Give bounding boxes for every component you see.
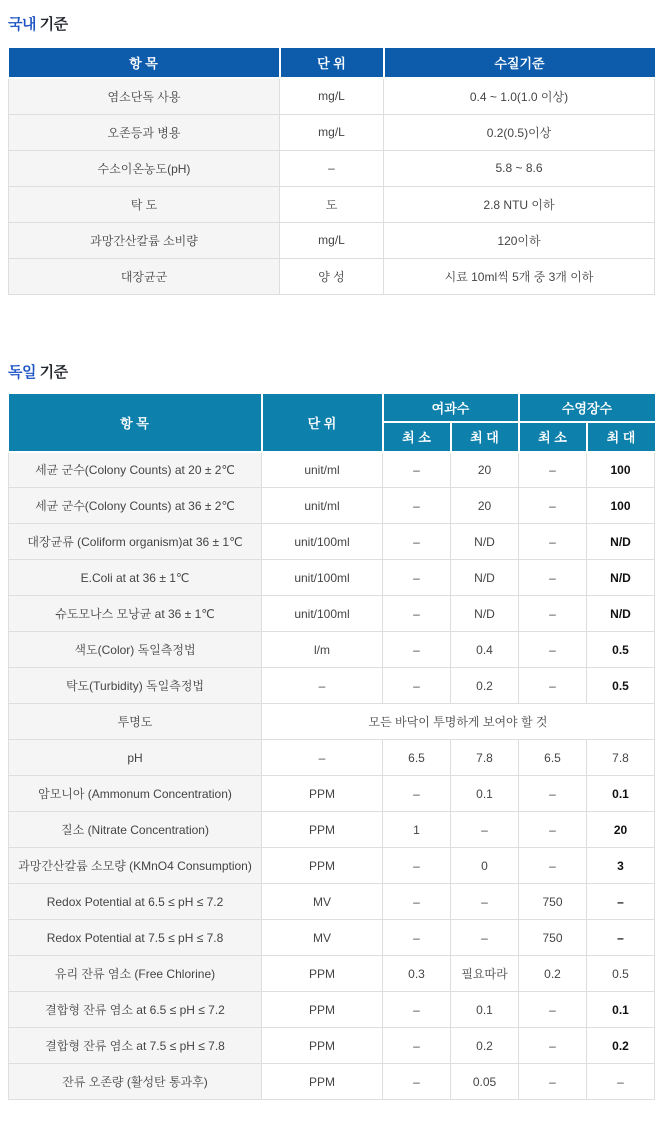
cell-filtered-max: –	[451, 920, 519, 956]
cell-unit: unit/100ml	[262, 560, 383, 596]
cell-filtered-max: 필요따라	[451, 956, 519, 992]
cell-item: 슈도모나스 모낭균 at 36 ± 1℃	[9, 596, 262, 632]
cell-standard: 시료 10ml씩 5개 중 3개 이하	[384, 258, 655, 294]
cell-unit: unit/100ml	[262, 524, 383, 560]
table-row	[9, 452, 655, 488]
cell-filtered-max: –	[451, 812, 519, 848]
cell-unit: PPM	[262, 956, 383, 992]
cell-filtered-max: 0.1	[451, 776, 519, 812]
cell-item: 대장균군	[9, 258, 280, 294]
cell-pool-max: –	[587, 884, 655, 920]
cell-item: 결합형 잔류 염소 at 6.5 ≤ pH ≤ 7.2	[9, 992, 262, 1028]
cell-filtered-min: –	[383, 920, 451, 956]
cell-filtered-min: –	[383, 776, 451, 812]
cell-unit: mg/L	[280, 222, 384, 258]
table-row	[9, 776, 655, 812]
cell-filtered-min: –	[383, 848, 451, 884]
cell-standard: 5.8 ~ 8.6	[384, 150, 655, 186]
table-row	[9, 740, 655, 776]
table-row	[9, 956, 655, 992]
cell-filtered-max: 0.1	[451, 992, 519, 1028]
cell-unit: unit/ml	[262, 488, 383, 524]
cell-pool-max: N/D	[587, 596, 655, 632]
german-standards-table	[8, 394, 655, 1101]
cell-item: 세균 군수(Colony Counts) at 36 ± 2℃	[9, 488, 262, 524]
cell-pool-min: 6.5	[519, 740, 587, 776]
cell-standard: 0.4 ~ 1.0(1.0 이상)	[384, 78, 655, 114]
cell-unit: PPM	[262, 848, 383, 884]
cell-filtered-max: 0.4	[451, 632, 519, 668]
cell-unit: unit/ml	[262, 452, 383, 488]
header-item: 항 목	[9, 48, 280, 78]
cell-filtered-min: –	[383, 1064, 451, 1100]
cell-standard: 2.8 NTU 이하	[384, 186, 655, 222]
cell-pool-min: –	[519, 668, 587, 704]
section-title-german-accent: 독일	[8, 363, 36, 381]
cell-pool-min: –	[519, 560, 587, 596]
cell-pool-max: 20	[587, 812, 655, 848]
cell-unit: –	[262, 740, 383, 776]
cell-pool-max: 0.2	[587, 1028, 655, 1064]
cell-pool-min: –	[519, 812, 587, 848]
cell-pool-min: –	[519, 848, 587, 884]
cell-pool-min: –	[519, 524, 587, 560]
cell-pool-min: 0.2	[519, 956, 587, 992]
table-row	[9, 222, 655, 258]
table-row	[9, 186, 655, 222]
section-title-domestic-rest: 기준	[35, 16, 68, 33]
table-row	[9, 150, 655, 186]
cell-standard: 120이하	[384, 222, 655, 258]
cell-filtered-min: –	[383, 452, 451, 488]
cell-filtered-min: –	[383, 1028, 451, 1064]
cell-pool-min: –	[519, 1064, 587, 1100]
cell-filtered-min: 6.5	[383, 740, 451, 776]
cell-filtered-max: 20	[451, 452, 519, 488]
cell-pool-max: 0.1	[587, 992, 655, 1028]
header-min: 최 소	[383, 422, 451, 452]
section-title-german	[8, 295, 655, 394]
cell-item: 탁도(Turbidity) 독일측정법	[9, 668, 262, 704]
cell-filtered-max: 0.05	[451, 1064, 519, 1100]
cell-unit: –	[262, 668, 383, 704]
table-row	[9, 560, 655, 596]
domestic-standards-table	[8, 48, 655, 295]
cell-item: pH	[9, 740, 262, 776]
table-row	[9, 992, 655, 1028]
header-standard: 수질기준	[384, 48, 655, 78]
cell-filtered-min: –	[383, 596, 451, 632]
cell-item: 과망간산칼륨 소비량	[9, 222, 280, 258]
cell-unit: MV	[262, 920, 383, 956]
table-row	[9, 848, 655, 884]
cell-item: Redox Potential at 7.5 ≤ pH ≤ 7.8	[9, 920, 262, 956]
cell-item: E.Coli at at 36 ± 1℃	[9, 560, 262, 596]
cell-filtered-min: 1	[383, 812, 451, 848]
table-row-transparency	[9, 704, 655, 740]
cell-filtered-max: 0	[451, 848, 519, 884]
cell-item: 수소이온농도(pH)	[9, 150, 280, 186]
cell-filtered-min: –	[383, 668, 451, 704]
cell-standard: 0.2(0.5)이상	[384, 114, 655, 150]
cell-item: 색도(Color) 독일측정법	[9, 632, 262, 668]
cell-pool-min: 750	[519, 920, 587, 956]
table-row	[9, 114, 655, 150]
cell-item: 대장균류 (Coliform organism)at 36 ± 1℃	[9, 524, 262, 560]
table-row	[9, 920, 655, 956]
table-row	[9, 884, 655, 920]
section-title-domestic-accent: 국내	[8, 16, 36, 33]
cell-pool-min: –	[519, 1028, 587, 1064]
cell-pool-max: 0.5	[587, 668, 655, 704]
cell-pool-max: 100	[587, 452, 655, 488]
table-header-group-row	[9, 394, 655, 422]
table-row	[9, 632, 655, 668]
cell-filtered-min: 0.3	[383, 956, 451, 992]
table-row	[9, 596, 655, 632]
header-max: 최 대	[587, 422, 655, 452]
cell-pool-max: 3	[587, 848, 655, 884]
cell-unit: PPM	[262, 1064, 383, 1100]
cell-unit: PPM	[262, 776, 383, 812]
cell-pool-max: 0.5	[587, 632, 655, 668]
cell-pool-max: 7.8	[587, 740, 655, 776]
cell-unit: PPM	[262, 992, 383, 1028]
cell-filtered-min: –	[383, 560, 451, 596]
table-row	[9, 488, 655, 524]
cell-filtered-max: 7.8	[451, 740, 519, 776]
cell-pool-min: –	[519, 488, 587, 524]
cell-filtered-max: 0.2	[451, 1028, 519, 1064]
table-header-row	[9, 48, 655, 78]
header-group-pool-water: 수영장수	[519, 394, 655, 422]
cell-unit: PPM	[262, 1028, 383, 1064]
cell-unit: l/m	[262, 632, 383, 668]
cell-unit: PPM	[262, 812, 383, 848]
cell-transparency-note: 모든 바닥이 투명하게 보여야 할 것	[262, 704, 655, 740]
section-title-domestic	[8, 0, 655, 48]
cell-filtered-min: –	[383, 992, 451, 1028]
cell-unit: mg/L	[280, 78, 384, 114]
table-row	[9, 812, 655, 848]
cell-filtered-max: N/D	[451, 524, 519, 560]
cell-item: 질소 (Nitrate Concentration)	[9, 812, 262, 848]
cell-filtered-min: –	[383, 524, 451, 560]
cell-item: 투명도	[9, 704, 262, 740]
cell-unit: –	[280, 150, 384, 186]
section-title-german-rest: 기준	[35, 363, 68, 381]
table-row	[9, 524, 655, 560]
cell-unit: MV	[262, 884, 383, 920]
cell-item: Redox Potential at 6.5 ≤ pH ≤ 7.2	[9, 884, 262, 920]
header-min: 최 소	[519, 422, 587, 452]
table-row	[9, 1028, 655, 1064]
cell-item: 결합형 잔류 염소 at 7.5 ≤ pH ≤ 7.8	[9, 1028, 262, 1064]
cell-filtered-min: –	[383, 632, 451, 668]
cell-pool-min: –	[519, 992, 587, 1028]
cell-filtered-min: –	[383, 488, 451, 524]
table-row	[9, 78, 655, 114]
cell-filtered-max: –	[451, 884, 519, 920]
cell-item: 세균 군수(Colony Counts) at 20 ± 2℃	[9, 452, 262, 488]
cell-pool-max: 0.5	[587, 956, 655, 992]
cell-pool-max: –	[587, 920, 655, 956]
header-unit: 단 위	[280, 48, 384, 78]
cell-item: 잔류 오존량 (활성탄 통과후)	[9, 1064, 262, 1100]
cell-item: 오존등과 병용	[9, 114, 280, 150]
cell-item: 유리 잔류 염소 (Free Chlorine)	[9, 956, 262, 992]
cell-pool-max: 100	[587, 488, 655, 524]
cell-pool-max: –	[587, 1064, 655, 1100]
cell-filtered-max: N/D	[451, 596, 519, 632]
header-max: 최 대	[451, 422, 519, 452]
table-row	[9, 668, 655, 704]
cell-pool-max: 0.1	[587, 776, 655, 812]
cell-pool-max: N/D	[587, 524, 655, 560]
cell-filtered-max: 20	[451, 488, 519, 524]
cell-pool-min: –	[519, 632, 587, 668]
header-item: 항 목	[9, 394, 262, 452]
cell-unit: mg/L	[280, 114, 384, 150]
cell-item: 염소단독 사용	[9, 78, 280, 114]
cell-pool-min: 750	[519, 884, 587, 920]
cell-item: 탁 도	[9, 186, 280, 222]
cell-unit: 도	[280, 186, 384, 222]
cell-filtered-max: N/D	[451, 560, 519, 596]
cell-unit: 양 성	[280, 258, 384, 294]
cell-filtered-min: –	[383, 884, 451, 920]
cell-filtered-max: 0.2	[451, 668, 519, 704]
header-unit: 단 위	[262, 394, 383, 452]
cell-pool-min: –	[519, 776, 587, 812]
cell-item: 암모니아 (Ammonum Concentration)	[9, 776, 262, 812]
cell-pool-max: N/D	[587, 560, 655, 596]
cell-pool-min: –	[519, 452, 587, 488]
header-group-filtered-water: 여과수	[383, 394, 519, 422]
table-row	[9, 1064, 655, 1100]
cell-unit: unit/100ml	[262, 596, 383, 632]
table-row	[9, 258, 655, 294]
cell-item: 과망간산칼륨 소모량 (KMnO4 Consumption)	[9, 848, 262, 884]
cell-pool-min: –	[519, 596, 587, 632]
